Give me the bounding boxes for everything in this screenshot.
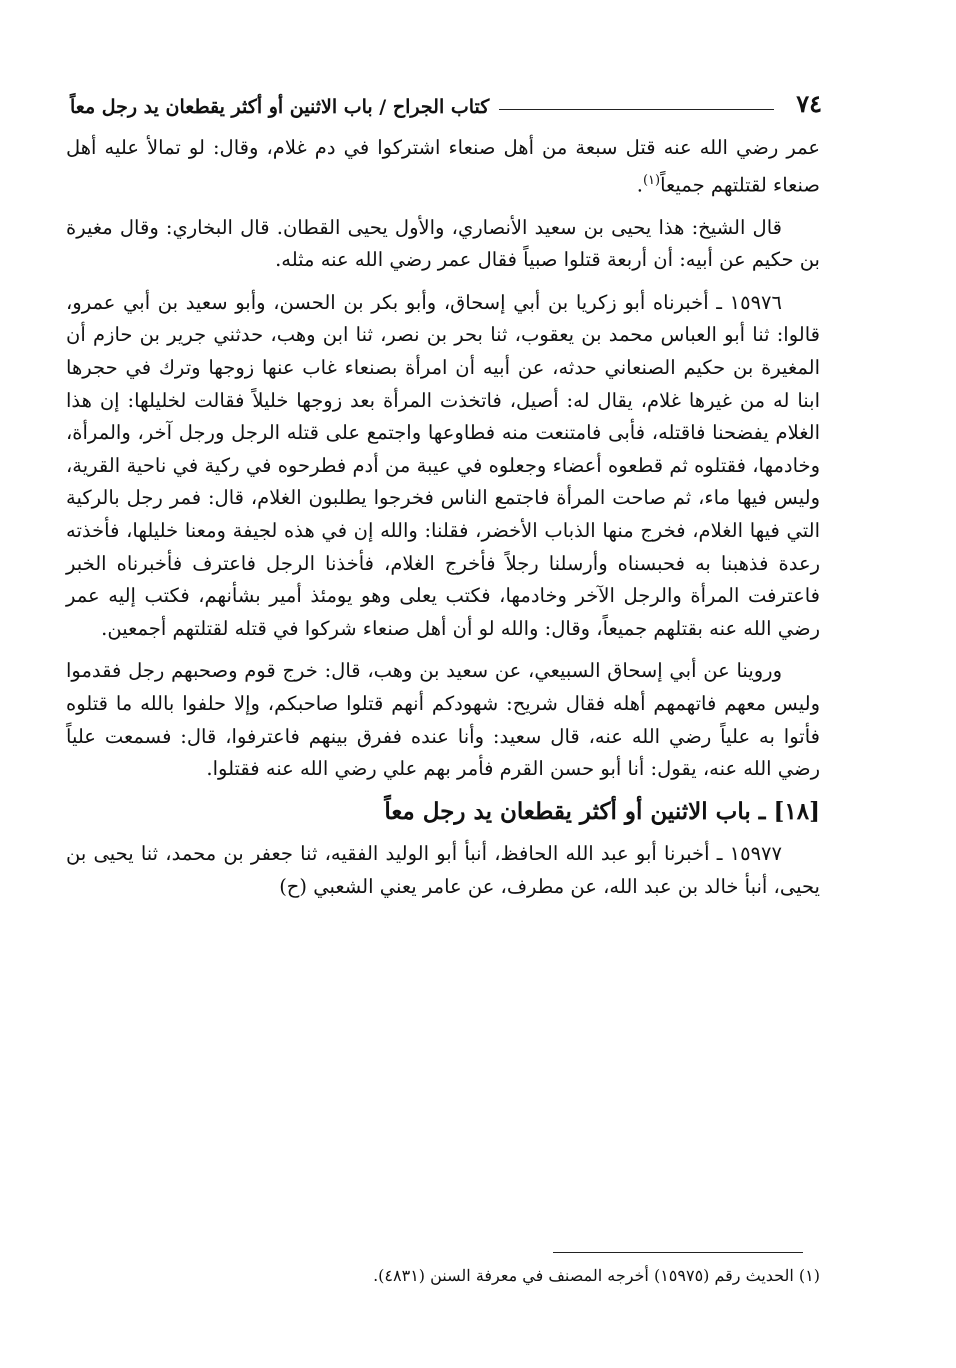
footnote-rule [553, 1252, 803, 1253]
paragraph-text: عمر رضي الله عنه قتل سبعة من أهل صنعاء اشتركوا في دم غلام، وقال: لو تمالأ عليه أهل صنعاء لقتلتهم جميعاً [66, 136, 820, 197]
page-number: ٧٤ [796, 89, 822, 118]
paragraph-continuation [66, 132, 820, 202]
header-rule [499, 109, 774, 110]
running-head: كتاب الجراح / باب الاثنين أو أكثر يقطعان يد رجل معاً [70, 96, 490, 118]
paragraph-hadith-15977: ١٥٩٧٧ ـ أخبرنا أبو عبد الله الحافظ، أنبأ أبو الوليد الفقيه، ثنا جعفر بن محمد، ثنا يحيى بن يحيى، أنبأ خالد بن عبد الله، عن مطرف، عن عامر يعني الشعبي (ح) [66, 842, 820, 898]
footnote-reference: (١) [642, 172, 661, 188]
section-heading: [١٨] ـ باب الاثنين أو أكثر يقطعان يد رجل معاً [384, 797, 820, 825]
paragraph-sheikh-comment: قال الشيخ: هذا يحيى بن سعيد الأنصاري، والأول يحيى القطان. قال البخاري: وقال مغيرة بن حكيم عن أبيه: أن أربعة قتلوا صبياً فقال عمر رضي الله عنه مثله. [66, 215, 820, 272]
footnote: (١) الحديث رقم (١٥٩٧٥) أخرجه المصنف في معرفة السنن (٤٨٣١). [373, 1266, 820, 1285]
paragraph-narration-sabii: وروينا عن أبي إسحاق السبيعي، عن سعيد بن وهب، قال: خرج قوم وصحبهم رجل فقدموا وليس معهم فاتهمهم أهله فقال شريح: شهودكم أنهم قتلوا صاحبكم، وإلا حلفوا بالله ما قتلوه فأتوا به علياً رضي الله عنه، قال سعيد: وأنا عنده ففرق بينهم فاعترفوا، قال: فسمعت علياً رضي الله عنه، يقول: أنا أبو حسن القرم فأمر بهم علي رضي الله عنه فقتلوا. [66, 659, 820, 781]
paragraph-hadith-15976: ١٥٩٧٦ ـ أخبرناه أبو زكريا بن أبي إسحاق، وأبو بكر بن الحسن، وأبو سعيد بن أبي عمرو، قالوا: ثنا أبو العباس محمد بن يعقوب، ثنا بحر بن نصر، ثنا ابن وهب، حدثني جرير بن حازم أن المغيرة بن حكيم الصنعاني حدثه، عن أبيه أن امرأة بصنعاء غاب عنها زوجها وترك في حجرها ابنا له من غيرها غلام، يقال له: أصيل، فاتخذت المرأة بعد زوجها خليلاً فقالت لخليلها: إن هذا الغلام يفضحنا فاقتله، فأبى فامتنعت منه فطاوعها واجتمع على قتله الرجل ورجل آخر، والمرأة، وخادمها، فقتلوه ثم قطعوه أعضاء وجعلوه في عيبة من أدم فطرحوه في ركية في ناحية القرية، وليس فيها ماء، ثم صاحت المرأة فاجتمع الناس فخرجوا يطلبون الغلام، قال: فمر رجل بالركية التي فيها الغلام، فخرج منها الذباب الأخضر، فقلنا: والله إن في هذه لجيفة ومعنا خليلها، فأخذته رعدة فذهبنا به فحبسناه وأرسلنا رجلاً فأخرج الغلام، فأخذنا الرجل فاعترف فأخبرناه الخبر فاعترفت المرأة والرجل الآخر وخادمها، فكتب يعلى وهو يومئذ أمير بشأنهم، فكتب إليه عمر رضي الله عنه بقتلهم جميعاً، وقال: والله لو أن أهل صنعاء شركوا في قتله لقتلتهم أجمعين. [66, 290, 820, 640]
paragraph-end: . [636, 173, 643, 197]
body-text [66, 132, 820, 914]
page-header [70, 82, 822, 118]
